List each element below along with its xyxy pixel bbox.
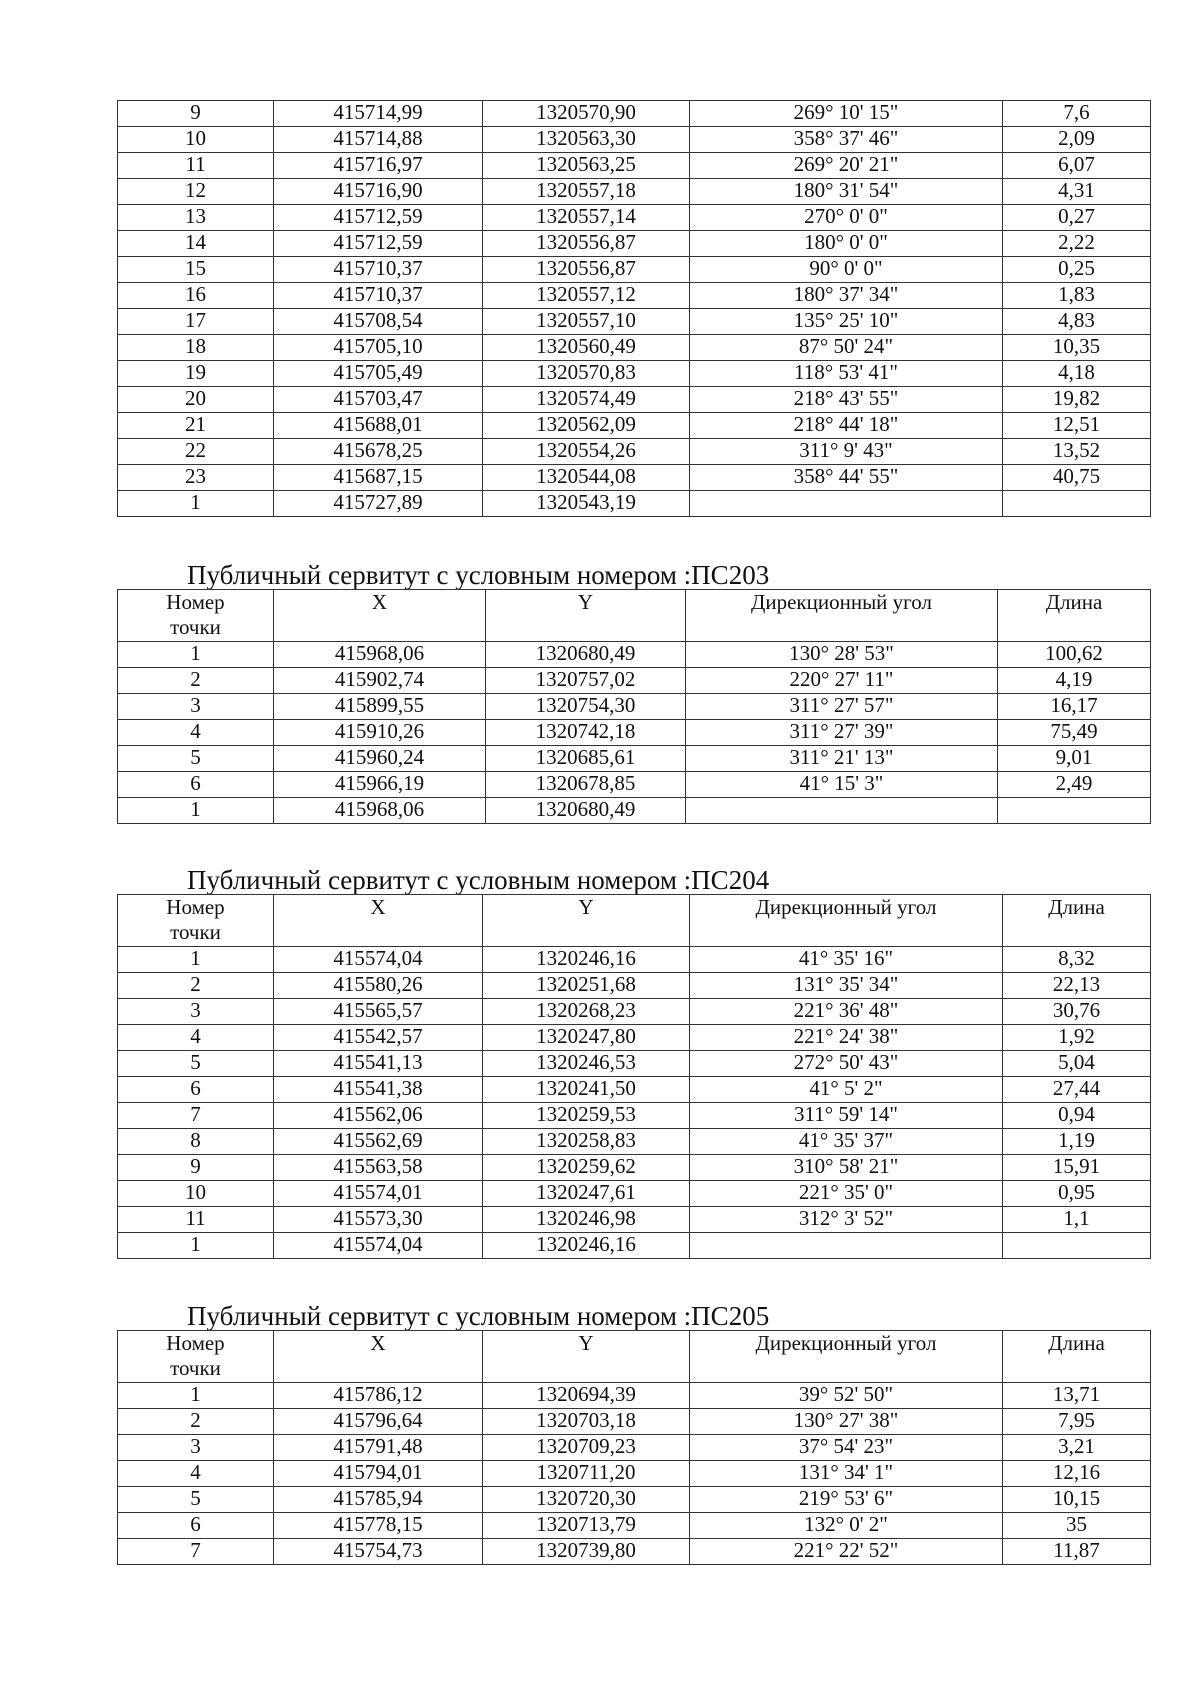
y-coordinate-cell: 1320694,39	[483, 1383, 690, 1409]
y-coordinate-cell: 1320570,83	[483, 361, 690, 387]
length-cell: 10,35	[1003, 335, 1151, 361]
table-row	[118, 1461, 1151, 1487]
point-number-cell: 11	[118, 1207, 274, 1233]
y-coordinate-cell: 1320554,26	[483, 439, 690, 465]
header-x: X	[274, 590, 486, 642]
direction-angle-cell: 41° 15' 3"	[686, 772, 998, 798]
point-number-cell: 22	[118, 439, 274, 465]
y-coordinate-cell: 1320557,12	[483, 283, 690, 309]
y-coordinate-cell: 1320711,20	[483, 1461, 690, 1487]
point-number-cell: 7	[118, 1539, 274, 1565]
direction-angle-cell: 311° 21' 13"	[686, 746, 998, 772]
coordinates-table-ps205	[117, 1330, 1151, 1565]
x-coordinate-cell: 415705,49	[274, 361, 483, 387]
point-number-cell: 23	[118, 465, 274, 491]
y-coordinate-cell: 1320258,83	[483, 1129, 690, 1155]
y-coordinate-cell: 1320557,10	[483, 309, 690, 335]
x-coordinate-cell: 415786,12	[274, 1383, 483, 1409]
table-row	[118, 465, 1151, 491]
length-cell: 2,49	[998, 772, 1151, 798]
direction-angle-cell: 219° 53' 6"	[690, 1487, 1003, 1513]
length-cell: 4,19	[998, 668, 1151, 694]
point-number-cell: 2	[118, 668, 274, 694]
header-y: Y	[486, 590, 686, 642]
length-cell: 4,18	[1003, 361, 1151, 387]
direction-angle-cell: 90° 0' 0"	[690, 257, 1003, 283]
direction-angle-cell	[686, 798, 998, 824]
table-row	[118, 335, 1151, 361]
length-cell: 11,87	[1003, 1539, 1151, 1565]
point-number-cell: 5	[118, 746, 274, 772]
table-row	[118, 309, 1151, 335]
x-coordinate-cell: 415960,24	[274, 746, 486, 772]
y-coordinate-cell: 1320247,61	[483, 1181, 690, 1207]
table-row	[118, 947, 1151, 973]
x-coordinate-cell: 415541,38	[274, 1077, 483, 1103]
point-number-cell: 3	[118, 1435, 274, 1461]
point-number-cell: 3	[118, 694, 274, 720]
point-number-cell: 2	[118, 1409, 274, 1435]
direction-angle-cell: 130° 28' 53"	[686, 642, 998, 668]
table-row	[118, 772, 1151, 798]
length-cell: 12,16	[1003, 1461, 1151, 1487]
direction-angle-cell: 118° 53' 41"	[690, 361, 1003, 387]
x-coordinate-cell: 415574,01	[274, 1181, 483, 1207]
section-title-ps204: Публичный сервитут с условным номером :ПС204	[187, 865, 770, 895]
table-row	[118, 1103, 1151, 1129]
x-coordinate-cell: 415716,90	[274, 179, 483, 205]
point-number-cell: 6	[118, 1513, 274, 1539]
x-coordinate-cell: 415778,15	[274, 1513, 483, 1539]
length-cell: 15,91	[1003, 1155, 1151, 1181]
direction-angle-cell: 130° 27' 38"	[690, 1409, 1003, 1435]
direction-angle-cell: 41° 35' 37"	[690, 1129, 1003, 1155]
x-coordinate-cell: 415710,37	[274, 257, 483, 283]
direction-angle-cell: 221° 35' 0"	[690, 1181, 1003, 1207]
header-point-number: Номер точки	[118, 590, 274, 642]
length-cell: 13,71	[1003, 1383, 1151, 1409]
length-cell: 10,15	[1003, 1487, 1151, 1513]
x-coordinate-cell: 415966,19	[274, 772, 486, 798]
table-row	[118, 1513, 1151, 1539]
length-cell: 1,1	[1003, 1207, 1151, 1233]
point-number-cell: 8	[118, 1129, 274, 1155]
length-cell: 1,19	[1003, 1129, 1151, 1155]
x-coordinate-cell: 415910,26	[274, 720, 486, 746]
table-row	[118, 283, 1151, 309]
header-length: Длина	[1003, 1331, 1151, 1383]
table-row	[118, 642, 1151, 668]
table-row	[118, 491, 1151, 517]
point-number-cell: 1	[118, 1383, 274, 1409]
length-cell: 0,94	[1003, 1103, 1151, 1129]
length-cell: 100,62	[998, 642, 1151, 668]
table-body	[118, 590, 1151, 824]
x-coordinate-cell: 415541,13	[274, 1051, 483, 1077]
point-number-cell: 6	[118, 772, 274, 798]
point-number-cell: 4	[118, 720, 274, 746]
x-coordinate-cell: 415791,48	[274, 1435, 483, 1461]
length-cell: 0,27	[1003, 205, 1151, 231]
table-body	[118, 895, 1151, 1259]
x-coordinate-cell: 415565,57	[274, 999, 483, 1025]
y-coordinate-cell: 1320251,68	[483, 973, 690, 999]
table-row	[118, 1129, 1151, 1155]
x-coordinate-cell: 415796,64	[274, 1409, 483, 1435]
header-direction-angle: Дирекционный угол	[690, 895, 1003, 947]
x-coordinate-cell: 415716,97	[274, 153, 483, 179]
table-row	[118, 746, 1151, 772]
x-coordinate-cell: 415573,30	[274, 1207, 483, 1233]
length-cell: 0,95	[1003, 1181, 1151, 1207]
direction-angle-cell: 311° 59' 14"	[690, 1103, 1003, 1129]
length-cell: 1,92	[1003, 1025, 1151, 1051]
point-number-cell: 16	[118, 283, 274, 309]
length-cell: 2,22	[1003, 231, 1151, 257]
x-coordinate-cell: 415714,99	[274, 101, 483, 127]
length-cell: 6,07	[1003, 153, 1151, 179]
y-coordinate-cell: 1320720,30	[483, 1487, 690, 1513]
point-number-cell: 10	[118, 127, 274, 153]
header-length: Длина	[998, 590, 1151, 642]
y-coordinate-cell: 1320570,90	[483, 101, 690, 127]
y-coordinate-cell: 1320678,85	[486, 772, 686, 798]
length-cell: 19,82	[1003, 387, 1151, 413]
length-cell: 9,01	[998, 746, 1151, 772]
length-cell: 27,44	[1003, 1077, 1151, 1103]
point-number-cell: 7	[118, 1103, 274, 1129]
x-coordinate-cell: 415712,59	[274, 205, 483, 231]
table-row	[118, 413, 1151, 439]
length-cell: 1,83	[1003, 283, 1151, 309]
y-coordinate-cell: 1320560,49	[483, 335, 690, 361]
point-number-cell: 14	[118, 231, 274, 257]
point-number-cell: 10	[118, 1181, 274, 1207]
table-row	[118, 973, 1151, 999]
header-y: Y	[483, 895, 690, 947]
direction-angle-cell	[690, 491, 1003, 517]
x-coordinate-cell: 415574,04	[274, 1233, 483, 1259]
length-cell: 22,13	[1003, 973, 1151, 999]
table-row	[118, 1207, 1151, 1233]
header-x: X	[274, 895, 483, 947]
table-row	[118, 205, 1151, 231]
length-cell: 4,31	[1003, 179, 1151, 205]
point-number-cell: 1	[118, 947, 274, 973]
length-cell: 7,6	[1003, 101, 1151, 127]
y-coordinate-cell: 1320246,16	[483, 1233, 690, 1259]
direction-angle-cell: 272° 50' 43"	[690, 1051, 1003, 1077]
direction-angle-cell: 135° 25' 10"	[690, 309, 1003, 335]
table-header-row	[118, 1331, 1151, 1383]
table-row	[118, 1155, 1151, 1181]
point-number-cell: 1	[118, 1233, 274, 1259]
x-coordinate-cell: 415899,55	[274, 694, 486, 720]
direction-angle-cell: 180° 37' 34"	[690, 283, 1003, 309]
table-header-row	[118, 590, 1151, 642]
direction-angle-cell: 221° 22' 52"	[690, 1539, 1003, 1565]
table-row	[118, 999, 1151, 1025]
direction-angle-cell: 311° 27' 57"	[686, 694, 998, 720]
point-number-cell: 17	[118, 309, 274, 335]
x-coordinate-cell: 415678,25	[274, 439, 483, 465]
x-coordinate-cell: 415727,89	[274, 491, 483, 517]
direction-angle-cell: 41° 35' 16"	[690, 947, 1003, 973]
y-coordinate-cell: 1320259,62	[483, 1155, 690, 1181]
x-coordinate-cell: 415705,10	[274, 335, 483, 361]
table-row	[118, 1383, 1151, 1409]
table-row	[118, 798, 1151, 824]
point-number-cell: 5	[118, 1487, 274, 1513]
y-coordinate-cell: 1320544,08	[483, 465, 690, 491]
length-cell: 5,04	[1003, 1051, 1151, 1077]
header-x: X	[274, 1331, 483, 1383]
point-number-cell: 11	[118, 153, 274, 179]
direction-angle-cell: 269° 10' 15"	[690, 101, 1003, 127]
header-point-number: Номер точки	[118, 1331, 274, 1383]
x-coordinate-cell: 415562,06	[274, 1103, 483, 1129]
direction-angle-cell: 310° 58' 21"	[690, 1155, 1003, 1181]
x-coordinate-cell: 415562,69	[274, 1129, 483, 1155]
header-direction-angle: Дирекционный угол	[686, 590, 998, 642]
coordinates-table-continued	[117, 100, 1151, 517]
direction-angle-cell: 218° 43' 55"	[690, 387, 1003, 413]
direction-angle-cell: 180° 31' 54"	[690, 179, 1003, 205]
y-coordinate-cell: 1320556,87	[483, 257, 690, 283]
point-number-cell: 3	[118, 999, 274, 1025]
header-length: Длина	[1003, 895, 1151, 947]
y-coordinate-cell: 1320713,79	[483, 1513, 690, 1539]
y-coordinate-cell: 1320562,09	[483, 413, 690, 439]
y-coordinate-cell: 1320563,25	[483, 153, 690, 179]
length-cell: 75,49	[998, 720, 1151, 746]
x-coordinate-cell: 415580,26	[274, 973, 483, 999]
direction-angle-cell	[690, 1233, 1003, 1259]
point-number-cell: 1	[118, 491, 274, 517]
length-cell: 30,76	[1003, 999, 1151, 1025]
y-coordinate-cell: 1320556,87	[483, 231, 690, 257]
table-row	[118, 179, 1151, 205]
point-number-cell: 18	[118, 335, 274, 361]
length-cell: 8,32	[1003, 947, 1151, 973]
x-coordinate-cell: 415708,54	[274, 309, 483, 335]
point-number-cell: 1	[118, 798, 274, 824]
section-title-ps203: Публичный сервитут с условным номером :ПС203	[187, 560, 770, 590]
x-coordinate-cell: 415688,01	[274, 413, 483, 439]
point-number-cell: 19	[118, 361, 274, 387]
point-number-cell: 9	[118, 101, 274, 127]
direction-angle-cell: 41° 5' 2"	[690, 1077, 1003, 1103]
table-row	[118, 1025, 1151, 1051]
table-row	[118, 1539, 1151, 1565]
direction-angle-cell: 221° 36' 48"	[690, 999, 1003, 1025]
point-number-cell: 15	[118, 257, 274, 283]
table-header-row	[118, 895, 1151, 947]
y-coordinate-cell: 1320709,23	[483, 1435, 690, 1461]
y-coordinate-cell: 1320246,53	[483, 1051, 690, 1077]
x-coordinate-cell: 415754,73	[274, 1539, 483, 1565]
length-cell: 2,09	[1003, 127, 1151, 153]
x-coordinate-cell: 415902,74	[274, 668, 486, 694]
table-body	[118, 1331, 1151, 1565]
header-direction-angle: Дирекционный угол	[690, 1331, 1003, 1383]
y-coordinate-cell: 1320557,18	[483, 179, 690, 205]
y-coordinate-cell: 1320757,02	[486, 668, 686, 694]
section-title-ps205: Публичный сервитут с условным номером :ПС205	[187, 1301, 770, 1331]
y-coordinate-cell: 1320739,80	[483, 1539, 690, 1565]
x-coordinate-cell: 415794,01	[274, 1461, 483, 1487]
y-coordinate-cell: 1320268,23	[483, 999, 690, 1025]
direction-angle-cell: 87° 50' 24"	[690, 335, 1003, 361]
point-number-cell: 1	[118, 642, 274, 668]
x-coordinate-cell: 415687,15	[274, 465, 483, 491]
y-coordinate-cell: 1320703,18	[483, 1409, 690, 1435]
direction-angle-cell: 131° 34' 1"	[690, 1461, 1003, 1487]
length-cell	[1003, 491, 1151, 517]
table-row	[118, 668, 1151, 694]
length-cell: 4,83	[1003, 309, 1151, 335]
point-number-cell: 4	[118, 1461, 274, 1487]
table-row	[118, 1409, 1151, 1435]
length-cell: 12,51	[1003, 413, 1151, 439]
y-coordinate-cell: 1320685,61	[486, 746, 686, 772]
y-coordinate-cell: 1320563,30	[483, 127, 690, 153]
direction-angle-cell: 132° 0' 2"	[690, 1513, 1003, 1539]
table-row	[118, 1051, 1151, 1077]
x-coordinate-cell: 415703,47	[274, 387, 483, 413]
table-row	[118, 720, 1151, 746]
direction-angle-cell: 311° 9' 43"	[690, 439, 1003, 465]
y-coordinate-cell: 1320574,49	[483, 387, 690, 413]
length-cell: 0,25	[1003, 257, 1151, 283]
length-cell: 40,75	[1003, 465, 1151, 491]
y-coordinate-cell: 1320543,19	[483, 491, 690, 517]
direction-angle-cell: 358° 37' 46"	[690, 127, 1003, 153]
point-number-cell: 5	[118, 1051, 274, 1077]
point-number-cell: 2	[118, 973, 274, 999]
point-number-cell: 6	[118, 1077, 274, 1103]
x-coordinate-cell: 415563,58	[274, 1155, 483, 1181]
table-body	[118, 101, 1151, 517]
direction-angle-cell: 311° 27' 39"	[686, 720, 998, 746]
y-coordinate-cell: 1320680,49	[486, 798, 686, 824]
y-coordinate-cell: 1320754,30	[486, 694, 686, 720]
direction-angle-cell: 312° 3' 52"	[690, 1207, 1003, 1233]
point-number-cell: 20	[118, 387, 274, 413]
point-number-cell: 13	[118, 205, 274, 231]
y-coordinate-cell: 1320246,16	[483, 947, 690, 973]
x-coordinate-cell: 415542,57	[274, 1025, 483, 1051]
point-number-cell: 21	[118, 413, 274, 439]
header-point-number: Номер точки	[118, 895, 274, 947]
y-coordinate-cell: 1320680,49	[486, 642, 686, 668]
direction-angle-cell: 220° 27' 11"	[686, 668, 998, 694]
y-coordinate-cell: 1320259,53	[483, 1103, 690, 1129]
direction-angle-cell: 221° 24' 38"	[690, 1025, 1003, 1051]
table-row	[118, 127, 1151, 153]
point-number-cell: 9	[118, 1155, 274, 1181]
length-cell: 3,21	[1003, 1435, 1151, 1461]
x-coordinate-cell: 415968,06	[274, 798, 486, 824]
direction-angle-cell: 358° 44' 55"	[690, 465, 1003, 491]
table-row	[118, 231, 1151, 257]
table-row	[118, 257, 1151, 283]
direction-angle-cell: 37° 54' 23"	[690, 1435, 1003, 1461]
y-coordinate-cell: 1320246,98	[483, 1207, 690, 1233]
direction-angle-cell: 39° 52' 50"	[690, 1383, 1003, 1409]
length-cell	[1003, 1233, 1151, 1259]
direction-angle-cell: 218° 44' 18"	[690, 413, 1003, 439]
y-coordinate-cell: 1320742,18	[486, 720, 686, 746]
x-coordinate-cell: 415574,04	[274, 947, 483, 973]
table-row	[118, 439, 1151, 465]
table-row	[118, 153, 1151, 179]
table-row	[118, 1487, 1151, 1513]
coordinates-table-ps203	[117, 589, 1151, 824]
x-coordinate-cell: 415785,94	[274, 1487, 483, 1513]
table-row	[118, 361, 1151, 387]
direction-angle-cell: 131° 35' 34"	[690, 973, 1003, 999]
x-coordinate-cell: 415968,06	[274, 642, 486, 668]
point-number-cell: 4	[118, 1025, 274, 1051]
table-row	[118, 1435, 1151, 1461]
length-cell: 13,52	[1003, 439, 1151, 465]
table-row	[118, 1077, 1151, 1103]
x-coordinate-cell: 415712,59	[274, 231, 483, 257]
y-coordinate-cell: 1320557,14	[483, 205, 690, 231]
length-cell: 35	[1003, 1513, 1151, 1539]
direction-angle-cell: 180° 0' 0"	[690, 231, 1003, 257]
point-number-cell: 12	[118, 179, 274, 205]
y-coordinate-cell: 1320247,80	[483, 1025, 690, 1051]
length-cell: 7,95	[1003, 1409, 1151, 1435]
y-coordinate-cell: 1320241,50	[483, 1077, 690, 1103]
header-y: Y	[483, 1331, 690, 1383]
table-row	[118, 387, 1151, 413]
table-row	[118, 1181, 1151, 1207]
direction-angle-cell: 269° 20' 21"	[690, 153, 1003, 179]
table-row	[118, 694, 1151, 720]
x-coordinate-cell: 415710,37	[274, 283, 483, 309]
table-row	[118, 1233, 1151, 1259]
x-coordinate-cell: 415714,88	[274, 127, 483, 153]
table-row	[118, 101, 1151, 127]
coordinates-table-ps204	[117, 894, 1151, 1259]
length-cell: 16,17	[998, 694, 1151, 720]
length-cell	[998, 798, 1151, 824]
direction-angle-cell: 270° 0' 0"	[690, 205, 1003, 231]
